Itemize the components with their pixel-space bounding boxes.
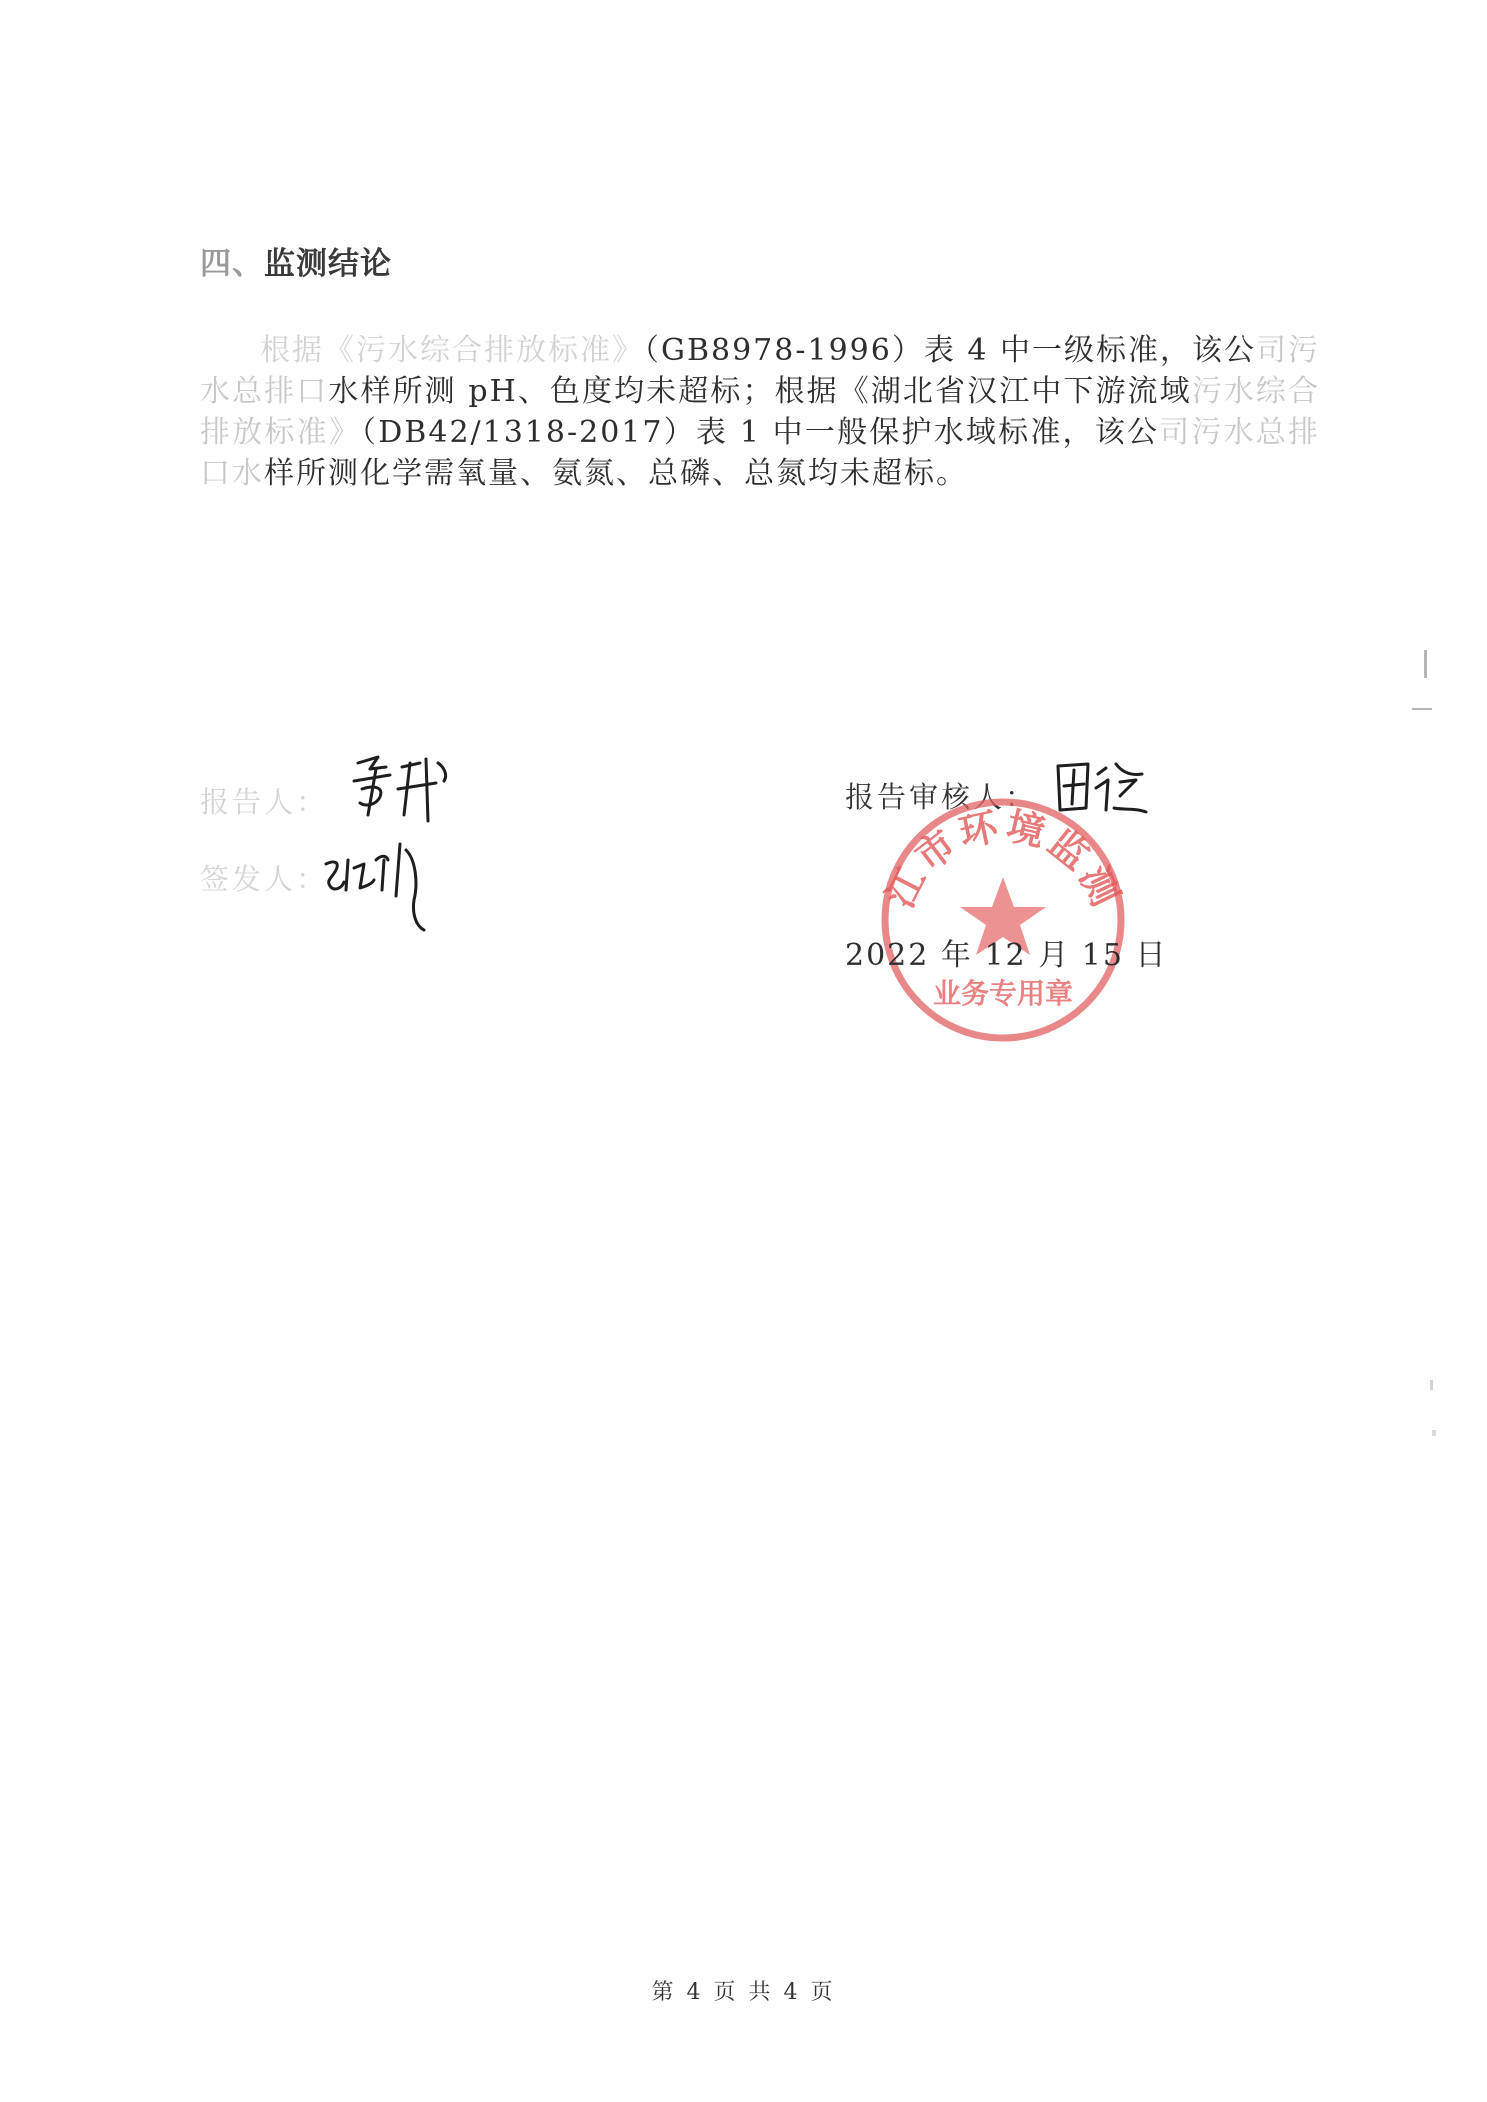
conclusion-line3-faint: 污水综合排放标准》 <box>200 374 1321 450</box>
conclusion-line3: （DB42/1318-2017）表 1 中一般保护水域标准，该公 <box>361 415 1160 450</box>
conclusion-line2-faint: 司污水总排口 <box>200 333 1321 409</box>
date-day-unit: 日 <box>1135 938 1168 973</box>
section-heading <box>200 238 392 283</box>
seal-bottom-text: 业务专用章 <box>932 977 1074 1010</box>
date-year-unit: 年 <box>940 938 973 973</box>
date-day: 15 <box>1081 938 1124 973</box>
edge-mark-4 <box>1432 1430 1436 1436</box>
conclusion-line4: 样所测化学需氧量、氨氮、总磷、总氮均未超标。 <box>264 456 968 491</box>
conclusion-line2: 水样所测 pH、色度均未超标；根据《湖北省汉江中下游流域 <box>328 374 1192 409</box>
conclusion-line4-faint: 司污水总排口水 <box>200 415 1321 491</box>
official-seal <box>868 785 1138 1055</box>
section-number: 四、 <box>200 246 264 282</box>
reporter-signature <box>340 745 470 825</box>
edge-mark-1 <box>1424 650 1427 678</box>
conclusion-paragraph <box>200 330 1320 494</box>
edge-mark-2 <box>1412 708 1432 710</box>
conclusion-standard-1: （GB8978-1996）表 4 中一级标准，该公 <box>644 333 1257 368</box>
report-date <box>845 930 1167 974</box>
edge-mark-3 <box>1430 1380 1433 1390</box>
seal-arc-text: 江市环境监测 <box>877 803 1130 917</box>
section-title: 监测结论 <box>264 246 392 282</box>
date-year: 2022 <box>845 938 930 973</box>
page-number-footer: 第 4 页 共 4 页 <box>651 1980 836 2005</box>
issuer-signature <box>320 830 450 940</box>
date-month-unit: 月 <box>1038 938 1071 973</box>
conclusion-lead-in: 根据《污水综合排放标准》 <box>260 333 644 368</box>
reporter-label: 报告人： <box>200 785 329 819</box>
date-month: 12 <box>984 938 1027 973</box>
issuer-label: 签发人： <box>200 862 329 896</box>
reviewer-label: 报告审核人： <box>845 780 1038 814</box>
